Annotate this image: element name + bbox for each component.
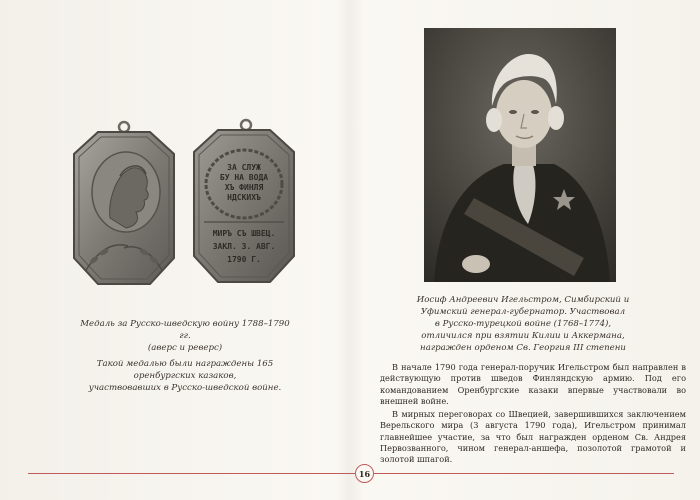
cossacks-note-line2: участвовавших в Русско-шведской войне. bbox=[88, 383, 282, 393]
footer-rule-left bbox=[28, 473, 355, 474]
medal-caption-line2: (аверс и реверс) bbox=[147, 343, 223, 353]
portrait-caption-line3: в Русско-турецкой войне (1768–1774), bbox=[434, 319, 612, 329]
medal-caption bbox=[80, 318, 290, 354]
medal-obverse-image bbox=[70, 120, 178, 288]
portrait-image bbox=[424, 28, 616, 282]
paragraph-1: В начале 1790 года генерал-поручик Игельстром был направлен в действующую против шведов Финляндскую армию. Под его командованием Оренбургские казаки впервые участвовали во внешней войне. bbox=[380, 362, 686, 406]
inscription-line1: ЗА СЛУЖ bbox=[227, 163, 261, 172]
cossacks-note bbox=[70, 358, 300, 394]
paragraph-2: В мирных переговорах со Швецией, завершившихся заключением Верельского мира (3 августа 1790 года), Игельстром принимал главнейшее участие, за что был награжден орденом Св. Андрея Первозванного, чином генерал-аншефа, позолотой грамотой и золотой шпагой. bbox=[380, 409, 686, 465]
portrait-caption-line1: Иосиф Андреевич Игельстром, Симбирский и bbox=[416, 295, 630, 305]
inscription-line7: 1790 Г. bbox=[227, 255, 261, 264]
body-text bbox=[380, 362, 686, 468]
inscription-line3: ХЪ ФИНЛЯ bbox=[224, 183, 264, 192]
portrait-caption-line4: отличился при взятии Килии и Аккермана, bbox=[421, 331, 625, 341]
inscription-line5: МИРЪ СЪ ШВЕЦ. bbox=[212, 229, 276, 238]
medal-reverse-image bbox=[190, 118, 298, 286]
inscription-line4: НДСКИХЪ bbox=[227, 193, 261, 202]
cossacks-note-line1: Такой медалью были награждены 165 оренбургских казаков, bbox=[96, 359, 274, 381]
inscription-line6: ЗАКЛ. 3. АВГ. bbox=[212, 242, 276, 251]
portrait-caption-line2: Уфимский генерал-губернатор. Участвовал bbox=[420, 307, 626, 317]
portrait-caption bbox=[405, 294, 641, 354]
inscription-line2: БУ НА ВОДА bbox=[219, 173, 269, 182]
page-number: 16 bbox=[355, 464, 374, 483]
footer-rule-right bbox=[374, 473, 674, 474]
portrait-caption-line5: награжден орденом Св. Георгия III степени bbox=[420, 343, 626, 353]
medal-caption-line1: Медаль за Русско-шведскую войну 1788–1790 гг. bbox=[80, 319, 290, 341]
